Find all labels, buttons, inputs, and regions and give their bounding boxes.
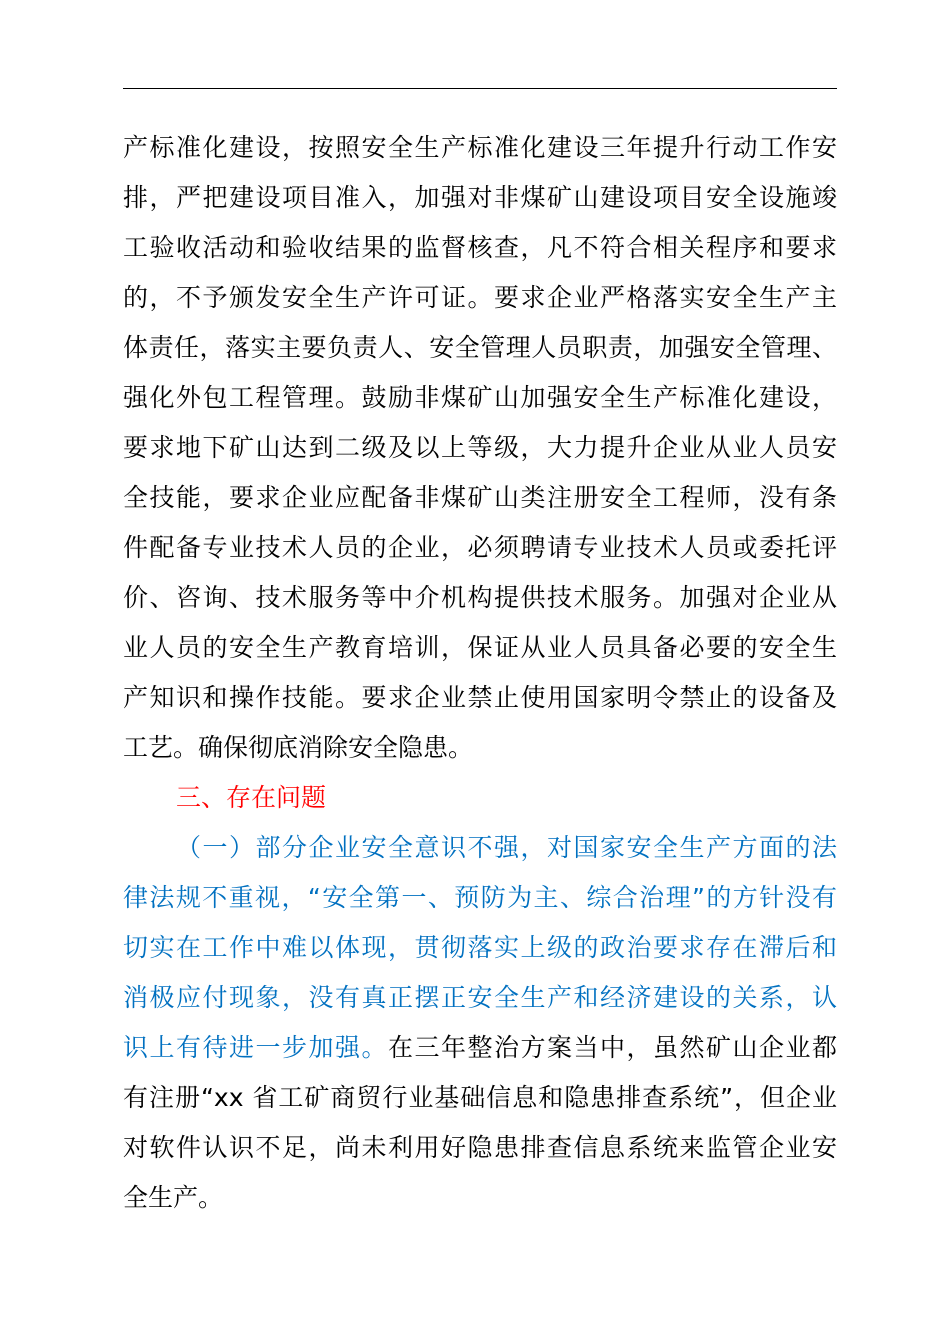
- text-line: 工艺。确保彻底消除安全隐患。: [123, 733, 474, 762]
- text-line: 件配备专业技术人员的企业，必须聘请专业技术人员或委托评: [123, 533, 837, 562]
- text-line: 要求地下矿山达到二级及以上等级，大力提升企业从业人员安: [123, 433, 837, 462]
- text-line: 工验收活动和验收结果的监督核查，凡不符合相关程序和要求: [123, 233, 837, 262]
- text-line: （一）部分企业安全意识不强，对国家安全生产方面的法: [176, 833, 837, 862]
- text-line: 业人员的安全生产教育培训，保证从业人员具备必要的安全生: [123, 633, 837, 662]
- text-line: 切实在工作中难以体现，贯彻落实上级的政治要求存在滞后和: [123, 933, 837, 962]
- text-line: 对软件认识不足，尚未利用好隐患排查信息系统来监管企业安: [123, 1133, 837, 1162]
- text-line: 全生产。: [123, 1183, 224, 1212]
- section-heading: 三、存在问题: [176, 783, 327, 812]
- header-rule: [123, 88, 837, 89]
- emphasis-text: 识上有待进一步加强。: [123, 1033, 388, 1062]
- text-line: 产标准化建设，按照安全生产标准化建设三年提升行动工作安: [123, 133, 837, 162]
- text-line: 的，不予颁发安全生产许可证。要求企业严格落实安全生产主: [123, 283, 837, 312]
- text-line: 价、咨询、技术服务等中介机构提供技术服务。加强对企业从: [123, 583, 837, 612]
- text-line: 全技能，要求企业应配备非煤矿山类注册安全工程师，没有条: [123, 483, 837, 512]
- text-line: 消极应付现象，没有真正摆正安全生产和经济建设的关系，认: [123, 983, 837, 1012]
- text-line: 体责任，落实主要负责人、安全管理人员职责，加强安全管理、: [123, 333, 837, 362]
- text-line: 产知识和操作技能。要求企业禁止使用国家明令禁止的设备及: [123, 683, 837, 712]
- text-line: 有注册“xx 省工矿商贸行业基础信息和隐患排查系统”，但企业: [123, 1083, 837, 1112]
- text-line: 律法规不重视，“安全第一、预防为主、综合治理”的方针没有: [123, 883, 837, 912]
- text-line: 排，严把建设项目准入，加强对非煤矿山建设项目安全设施竣: [123, 183, 837, 212]
- text-line: 强化外包工程管理。鼓励非煤矿山加强安全生产标准化建设，: [123, 383, 837, 412]
- body-text: 在三年整治方案当中，虽然矿山企业都: [388, 1033, 837, 1062]
- text-line-mixed: [123, 1030, 837, 1066]
